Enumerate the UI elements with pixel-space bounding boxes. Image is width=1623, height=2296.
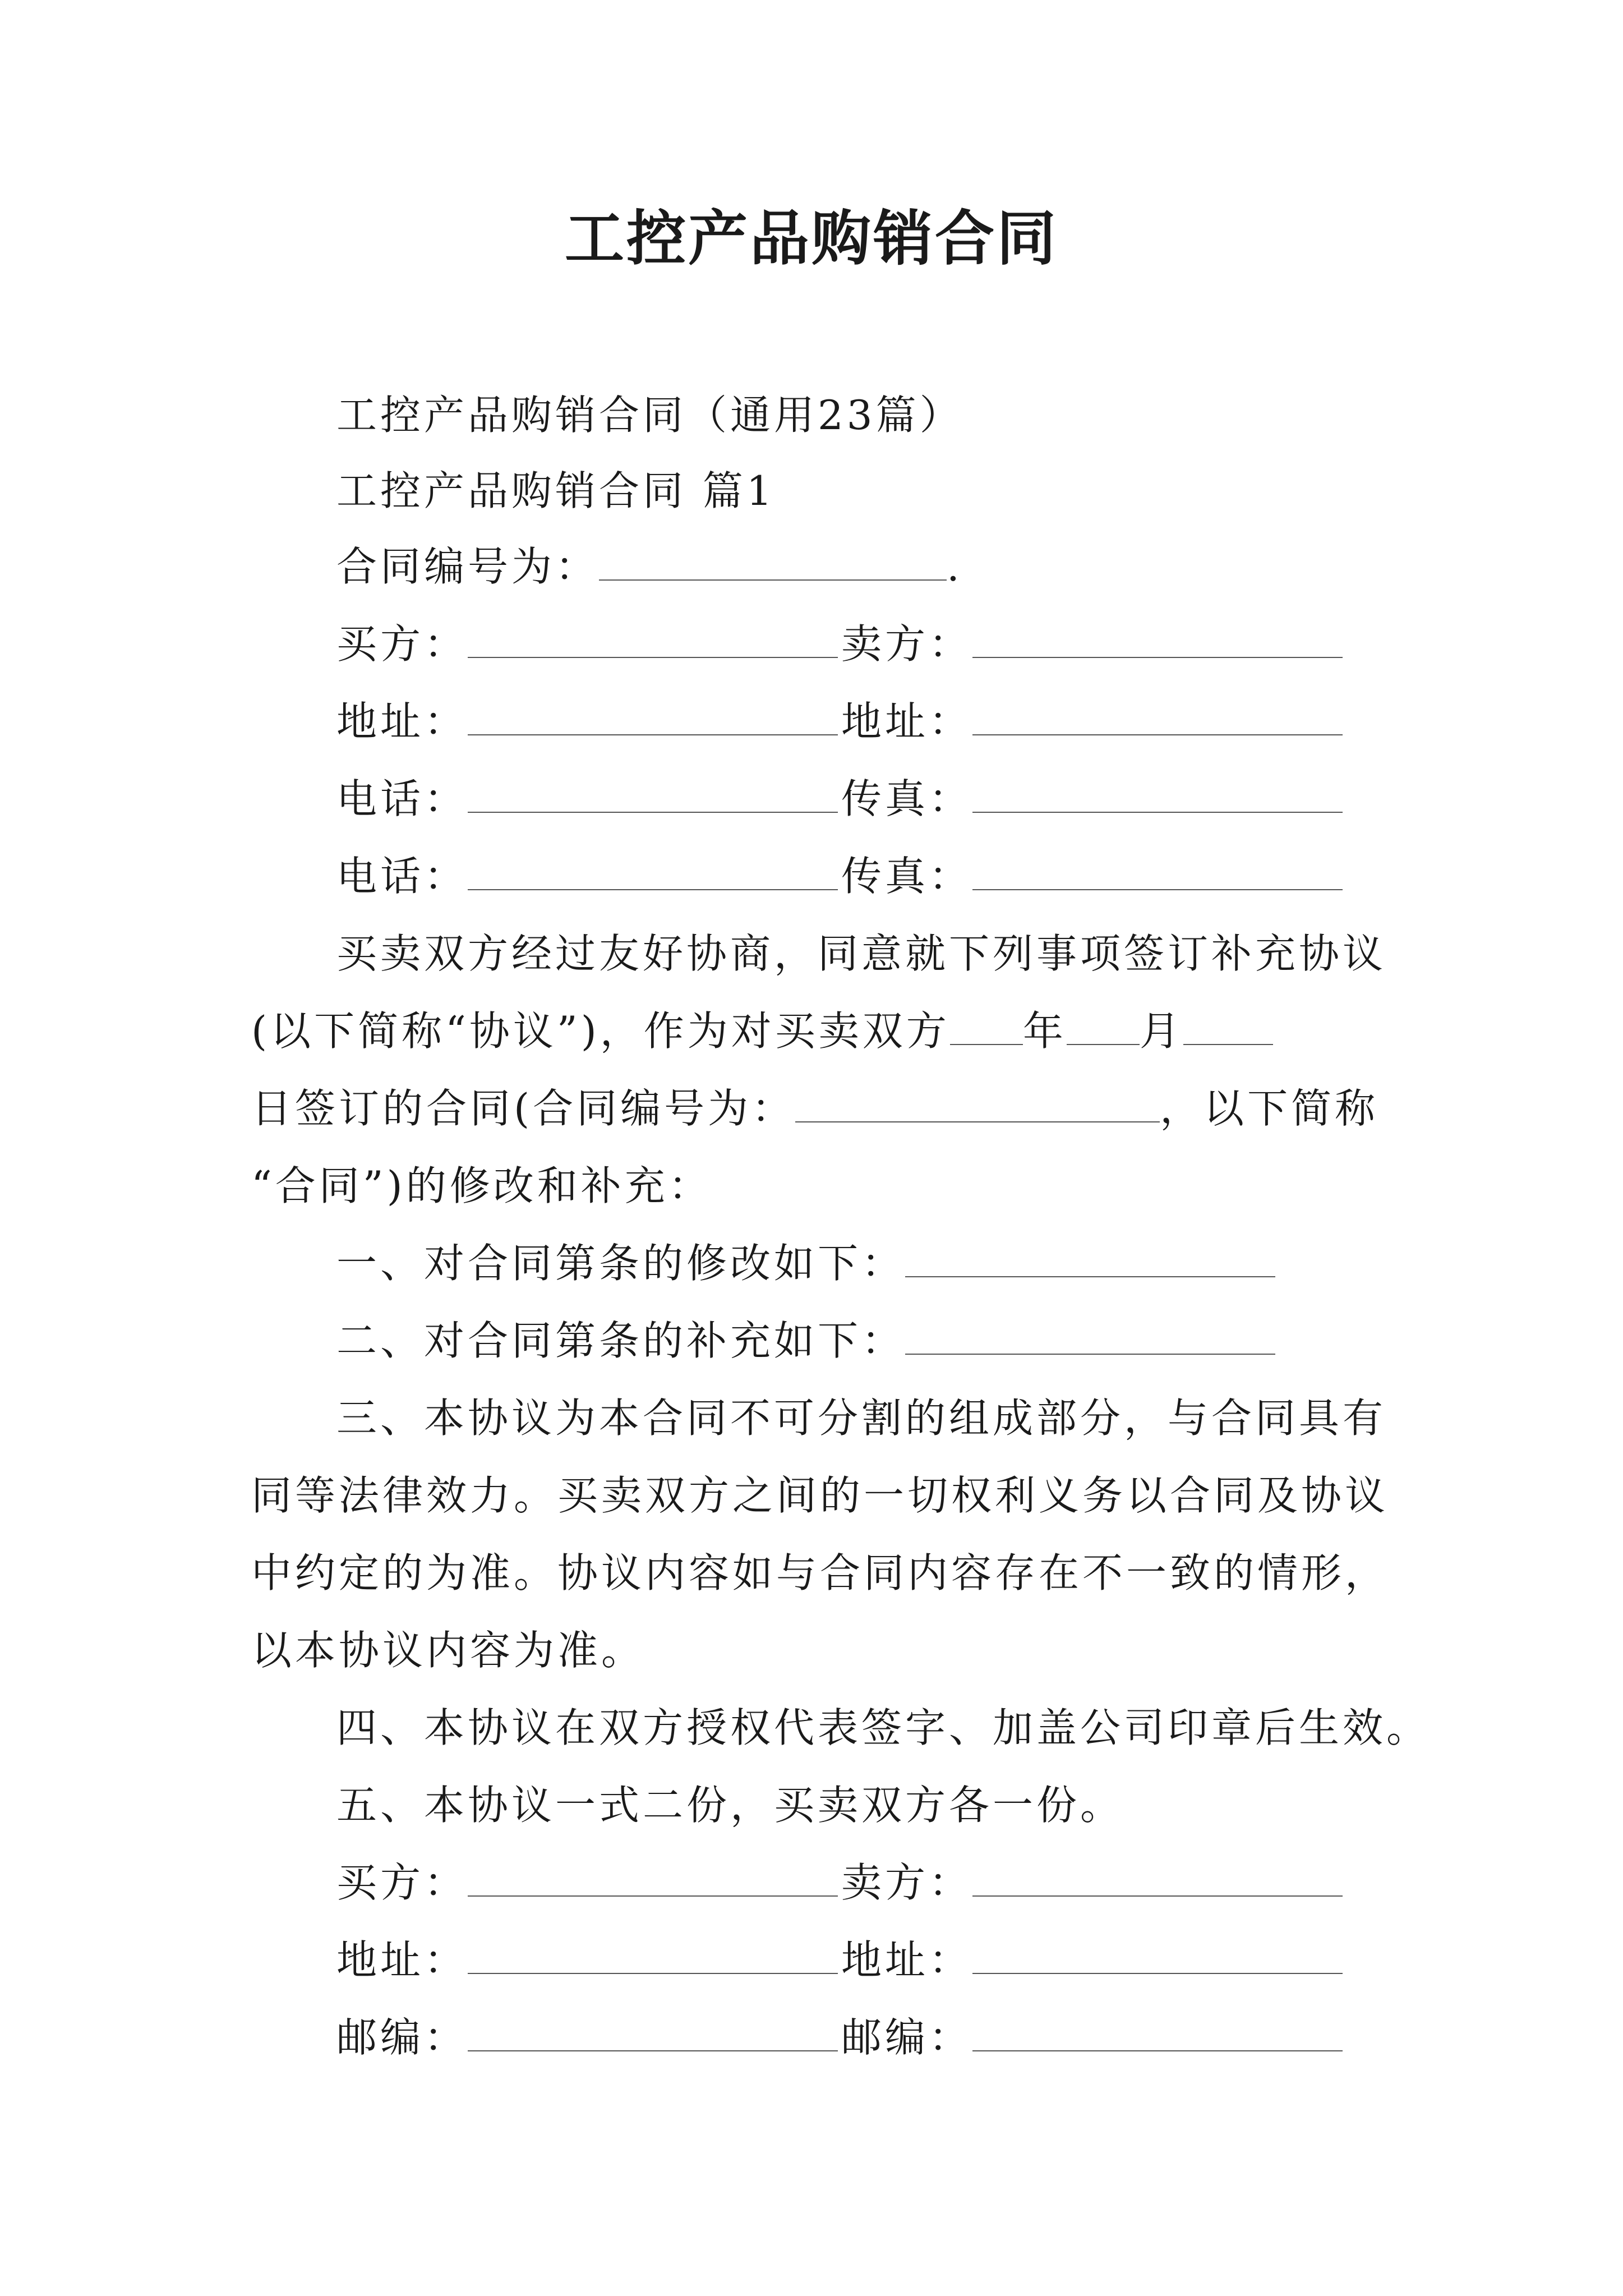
field-label: 卖方： [841,620,973,668]
field-label: 地址： [841,1936,973,1984]
top-field-row-right [841,693,1343,749]
clause-text: 一、对合同第条的修改如下： [336,1240,906,1287]
top-field-row [336,848,838,904]
section-heading: 工控产品购销合同 篇1 [336,467,776,514]
clause-3-line-3: 中约定的为准。协议内容如与合同内容存在不一致的情形， [251,1549,1389,1596]
field-label: 地址： [841,698,973,745]
contract-number-label: 合同编号为： [336,543,600,590]
field-blank [468,777,838,813]
top-field-row [336,616,838,672]
field-blank [972,700,1343,735]
field-label: 卖方： [841,1859,973,1906]
field-blank [468,1861,838,1897]
day-blank [1183,1009,1273,1045]
contract-number-blank [599,545,947,581]
bottom-field-row-right [841,2009,1343,2065]
intro-line-3 [251,1080,1379,1137]
field-label: 电话： [336,775,468,822]
field-blank [468,2016,838,2051]
contract-number-blank [795,1087,1160,1122]
field-label: 买方： [336,620,468,668]
field-label: 地址： [336,698,468,745]
field-label: 电话： [336,853,468,900]
field-label: 邮编： [336,2014,468,2061]
top-field-row [336,693,838,749]
intro-line-4: “合同”)的修改和补充： [251,1162,712,1209]
contract-number-suffix: . [947,543,963,590]
intro-text: 日签订的合同(合同编号为： [251,1085,796,1132]
field-blank [972,622,1343,658]
field-blank [972,2016,1343,2051]
year-label: 年 [1022,1007,1067,1055]
document-title: 工控产品购销合同 [565,203,1058,273]
bottom-field-row [336,1855,838,1911]
intro-line-1: 买卖双方经过友好协商，同意就下列事项签订补充协议 [336,930,1387,977]
clause-4: 四、本协议在双方授权代表签字、加盖公司印章后生效。 [336,1704,1431,1751]
clause-text: 二、对合同第条的补充如下： [336,1317,906,1364]
field-blank [468,854,838,890]
field-blank [972,1861,1343,1897]
intro-text: ，以下简称 [1160,1085,1379,1132]
intro-text: (以下简称“协议”)，作为对买卖双方 [251,1007,950,1055]
field-label: 买方： [336,1859,468,1906]
field-label: 传真： [841,853,973,900]
bottom-field-row-right [841,1855,1343,1911]
top-field-row-right [841,771,1343,827]
field-label: 邮编： [841,2014,973,2061]
field-blank [972,854,1343,890]
top-field-row [336,771,838,827]
field-blank [468,700,838,735]
year-blank [950,1009,1023,1045]
clause-3-line-4: 以本协议内容为准。 [251,1627,645,1674]
field-label: 地址： [336,1936,468,1984]
intro-line-2 [251,1003,1373,1059]
clause-3-line-1: 三、本协议为本合同不可分割的组成部分，与合同具有 [336,1395,1387,1442]
clause-blank [905,1241,1275,1277]
contract-number-line [336,539,963,595]
clause-blank [905,1319,1275,1355]
clause-2 [336,1313,1275,1369]
clause-3-line-2: 同等法律效力。买卖双方之间的一切权利义务以合同及协议 [251,1472,1389,1519]
bottom-field-row-right [841,1932,1343,1988]
clause-1 [336,1235,1275,1291]
clause-5: 五、本协议一式二份，买卖双方各一份。 [336,1782,1124,1829]
field-blank [972,1938,1343,1974]
field-blank [468,622,838,658]
field-blank [468,1938,838,1974]
top-field-row-right [841,848,1343,904]
bottom-field-row [336,2009,838,2065]
subtitle: 工控产品购销合同（通用23篇） [336,392,963,439]
field-blank [972,777,1343,813]
field-label: 传真： [841,775,973,822]
top-field-row-right [841,616,1343,672]
month-label: 月 [1139,1007,1183,1055]
month-blank [1067,1009,1140,1045]
bottom-field-row [336,1932,838,1988]
